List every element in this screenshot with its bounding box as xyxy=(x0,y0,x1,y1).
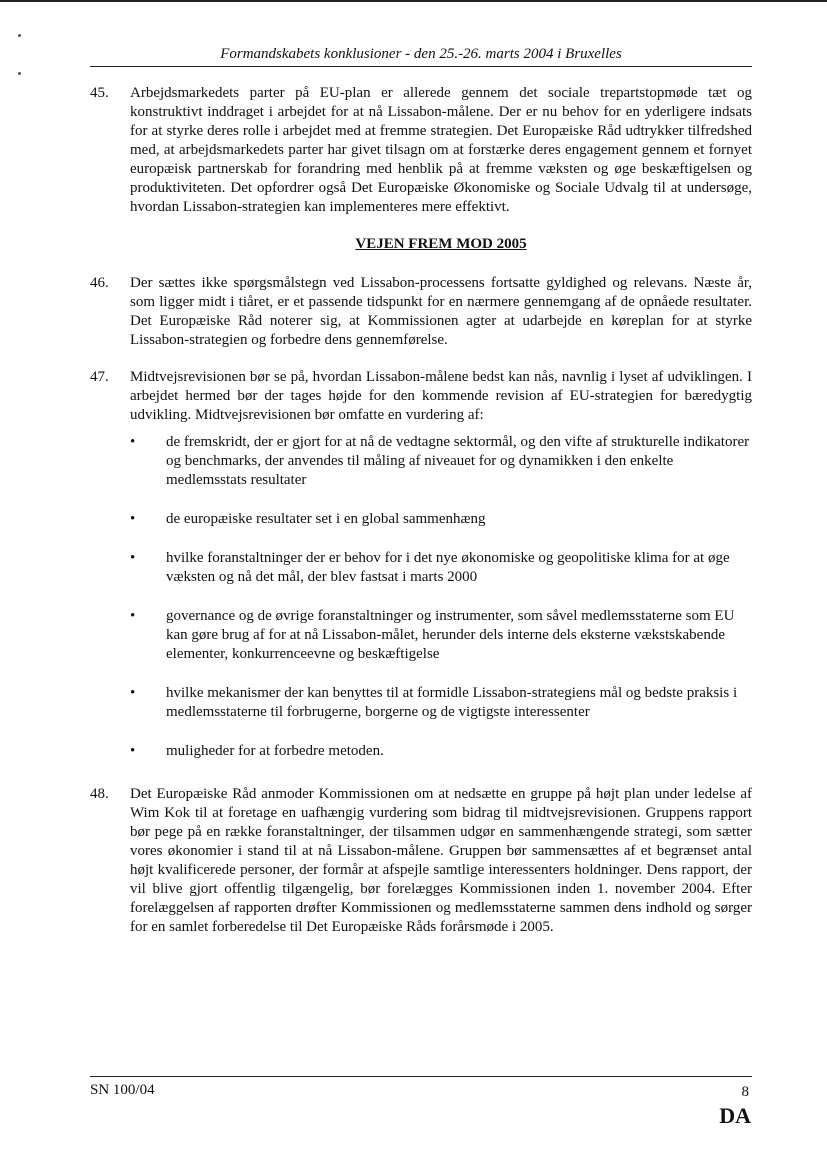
list-item-text: governance og de øvrige foranstaltninger og instrumenter, som såvel medlemsstaterne som EU kan gøre brug af for at nå Lissabon-målet, herunder dels interne dels eksterne vækstskabende elementer, konkurrenceevne og beskæftigelse xyxy=(166,608,735,662)
scan-speck xyxy=(18,34,21,37)
paragraph-47 xyxy=(90,368,752,425)
document-body xyxy=(90,84,752,955)
footer-divider xyxy=(90,1076,752,1077)
list-item-text: muligheder for at forbedre metoden. xyxy=(166,743,384,759)
paragraph-number: 48. xyxy=(90,786,109,802)
scan-speck xyxy=(18,72,21,75)
paragraph-text: Det Europæiske Råd anmoder Kommissionen om at nedsætte en gruppe på højt plan under ledelse af Wim Kok til at foretage en uafhængig vurdering som bidrag til midtvejsrevisionen. Gruppens rapport bør pege på en række foranstaltninger, der tilsammen udgør en sammenhængende strategi, som sætter vores økonomier i stand til at nå Lissabon-målene. Gruppen bør sammensættes af et begrænset antal højt kvalificerede personer, der formår at afspejle samtlige interessenters holdninger. Dens rapport, der vil blive gjort offentlig tilgængelig, bør forelægges Kommissionen inden 1. november 2004. Efter forelæggelsen af rapporten drøfter Kommissionen og medlemsstaterne sammen dens indhold og sørger for en samlet forberedelse til Det Europæiske Råds forårsmøde i 2005. xyxy=(130,786,752,935)
paragraph-text: Arbejdsmarkedets parter på EU-plan er allerede gennem det sociale trepartstopmøde tæt og konstruktivt inddraget i arbejdet for at nå Lissabon-målene. Der er nu behov for en yderligere indsats for at styrke deres rolle i arbejdet med at fremme strategien. Det Europæiske Råd udtrykker tilfredshed med, at arbejdsmarkedets parter har givet tilsagn om at forstærke deres engagement gennem et fornyet europæisk partnerskab for forandring med henblik på at fremme væksten og øge beskæftigelsen og produktiviteten. Det opfordrer også Det Europæiske Økonomiske og Sociale Udvalg til at undersøge, hvordan Lissabon-strategien kan implementeres mere effektivt. xyxy=(130,85,752,215)
bullet-icon: • xyxy=(130,608,136,624)
document-reference: SN 100/04 xyxy=(90,1082,155,1098)
paragraph-48 xyxy=(90,785,752,937)
list-item xyxy=(130,433,752,490)
paragraph-number: 45. xyxy=(90,85,109,101)
bullet-list xyxy=(90,433,752,761)
bullet-icon: • xyxy=(130,743,136,759)
bullet-icon: • xyxy=(130,511,136,527)
list-item xyxy=(130,607,752,664)
list-item-text: hvilke mekanismer der kan benyttes til at formidle Lissabon-strategiens mål og bedste praksis i medlemsstaterne til forbrugerne, borgerne og de vigtigste interessenter xyxy=(166,685,738,720)
bullet-icon: • xyxy=(130,550,136,566)
list-item xyxy=(130,742,752,761)
header-divider xyxy=(90,66,752,67)
list-item-text: de fremskridt, der er gjort for at nå de vedtagne sektormål, og den vifte af strukturelle indikatorer og benchmarks, der anvendes til måling af niveauet for og dynamikken i den enkelte medlemsstats resultater xyxy=(166,434,750,488)
page-header: Formandskabets konklusioner - den 25.-26. marts 2004 i Bruxelles xyxy=(220,46,622,62)
paragraph-45 xyxy=(90,84,752,217)
language-code: DA xyxy=(719,1103,751,1128)
paragraph-number: 46. xyxy=(90,275,109,291)
paragraph-text: Der sættes ikke spørgsmålstegn ved Lissabon-processens fortsatte gyldighed og relevans. Næste år, som ligger midt i tiåret, er et passende tidspunkt for en nærmere gennemgang af de opnåede resultater. Det Europæiske Råd noterer sig, at Kommissionen agter at udarbejde en køreplan for at styrke Lissabon-strategien og forbedre dens gennemførelse. xyxy=(130,275,752,348)
paragraph-text: Midtvejsrevisionen bør se på, hvordan Lissabon-målene bedst kan nås, navnlig i lyset af udviklingen. I arbejdet hermed bør der tages højde for den kommende revision af EU-strategien for bæredygtig udvikling. Midtvejsrevisionen bør omfatte en vurdering af: xyxy=(130,369,752,423)
list-item-text: hvilke foranstaltninger der er behov for i det nye økonomiske og geopolitiske klima for at øge væksten og nå det mål, der blev fastsat i marts 2000 xyxy=(166,550,730,585)
list-item xyxy=(130,549,752,587)
section-heading: VEJEN FREM MOD 2005 xyxy=(355,236,527,252)
scan-top-border xyxy=(0,0,827,2)
paragraph-number: 47. xyxy=(90,369,109,385)
bullet-icon: • xyxy=(130,434,136,450)
list-item xyxy=(130,684,752,722)
list-item xyxy=(130,510,752,529)
list-item-text: de europæiske resultater set i en global sammenhæng xyxy=(166,511,486,527)
page-number: 8 xyxy=(741,1084,749,1100)
paragraph-46 xyxy=(90,274,752,350)
bullet-icon: • xyxy=(130,685,136,701)
